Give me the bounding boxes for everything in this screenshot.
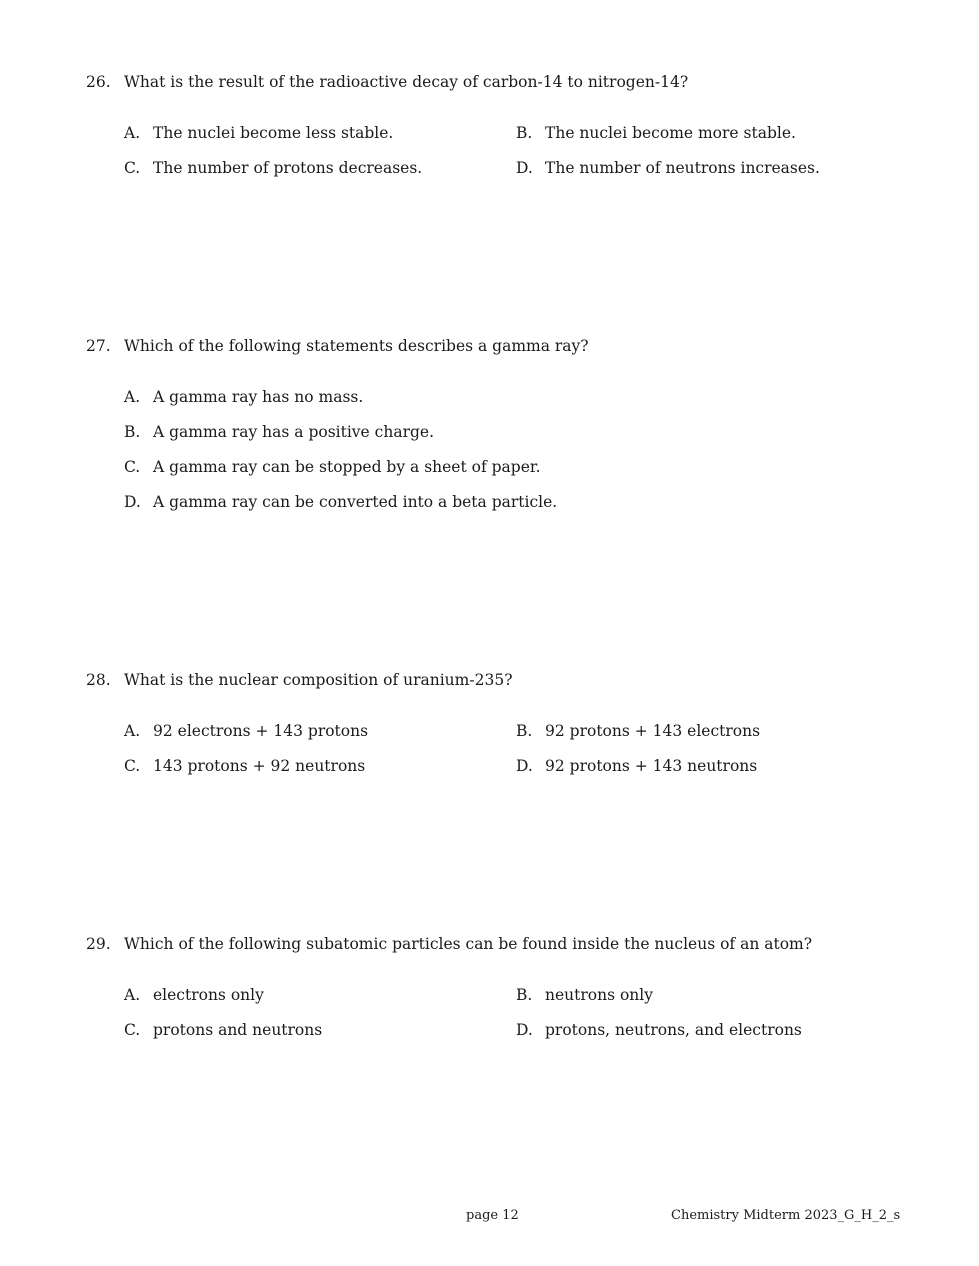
option-text: The number of protons decreases. (153, 159, 423, 177)
question-number: 28. (86, 671, 111, 689)
document-title: Chemistry Midterm 2023_G_H_2_s (671, 1208, 901, 1223)
option-text: electrons only (153, 986, 264, 1004)
question-number: 29. (86, 935, 111, 953)
option-letter: D. (124, 493, 141, 511)
option-text: neutrons only (545, 986, 654, 1004)
option-letter: B. (516, 986, 533, 1004)
option-letter: A. (124, 722, 141, 740)
question-29 (86, 933, 906, 1039)
option-text: The nuclei become less stable. (153, 124, 394, 142)
option-letter: A. (124, 124, 141, 142)
option-text: The nuclei become more stable. (545, 124, 796, 142)
option-text: 92 protons + 143 neutrons (545, 757, 758, 775)
option-text: 143 protons + 92 neutrons (153, 757, 366, 775)
option-text: 92 protons + 143 electrons (545, 722, 761, 740)
question-number: 27. (86, 337, 111, 355)
option-text: 92 electrons + 143 protons (153, 722, 369, 740)
question-text: Which of the following statements describes a gamma ray? (124, 337, 589, 355)
question-stem (86, 669, 906, 691)
option-text: protons and neutrons (153, 1021, 323, 1039)
option-letter: D. (516, 1021, 533, 1039)
option-letter: D. (516, 757, 533, 775)
option-text: A gamma ray can be stopped by a sheet of paper. (153, 458, 541, 476)
question-text: Which of the following subatomic particles can be found inside the nucleus of an atom? (124, 935, 813, 953)
option-text: A gamma ray can be converted into a beta particle. (153, 493, 558, 511)
page-number: page 12 (466, 1208, 519, 1223)
option-text: The number of neutrons increases. (545, 159, 820, 177)
option-letter: C. (124, 1021, 141, 1039)
option-letter: D. (516, 159, 533, 177)
option-letter: C. (124, 159, 141, 177)
option-text: A gamma ray has a positive charge. (153, 423, 434, 441)
option-letter: A. (124, 388, 141, 406)
option-letter: B. (124, 423, 141, 441)
question-27 (86, 335, 906, 511)
question-number: 26. (86, 73, 111, 91)
option-letter: A. (124, 986, 141, 1004)
option-letter: C. (124, 757, 141, 775)
question-text: What is the nuclear composition of uranium-235? (124, 671, 513, 689)
question-28 (86, 669, 906, 775)
question-text: What is the result of the radioactive decay of carbon-14 to nitrogen-14? (124, 73, 689, 91)
option-letter: C. (124, 458, 141, 476)
option-text: A gamma ray has no mass. (153, 388, 364, 406)
question-stem (86, 71, 906, 93)
option-text: protons, neutrons, and electrons (545, 1021, 802, 1039)
option-letter: B. (516, 722, 533, 740)
question-stem (86, 933, 906, 955)
question-stem (86, 335, 906, 357)
option-letter: B. (516, 124, 533, 142)
question-26 (86, 71, 906, 177)
